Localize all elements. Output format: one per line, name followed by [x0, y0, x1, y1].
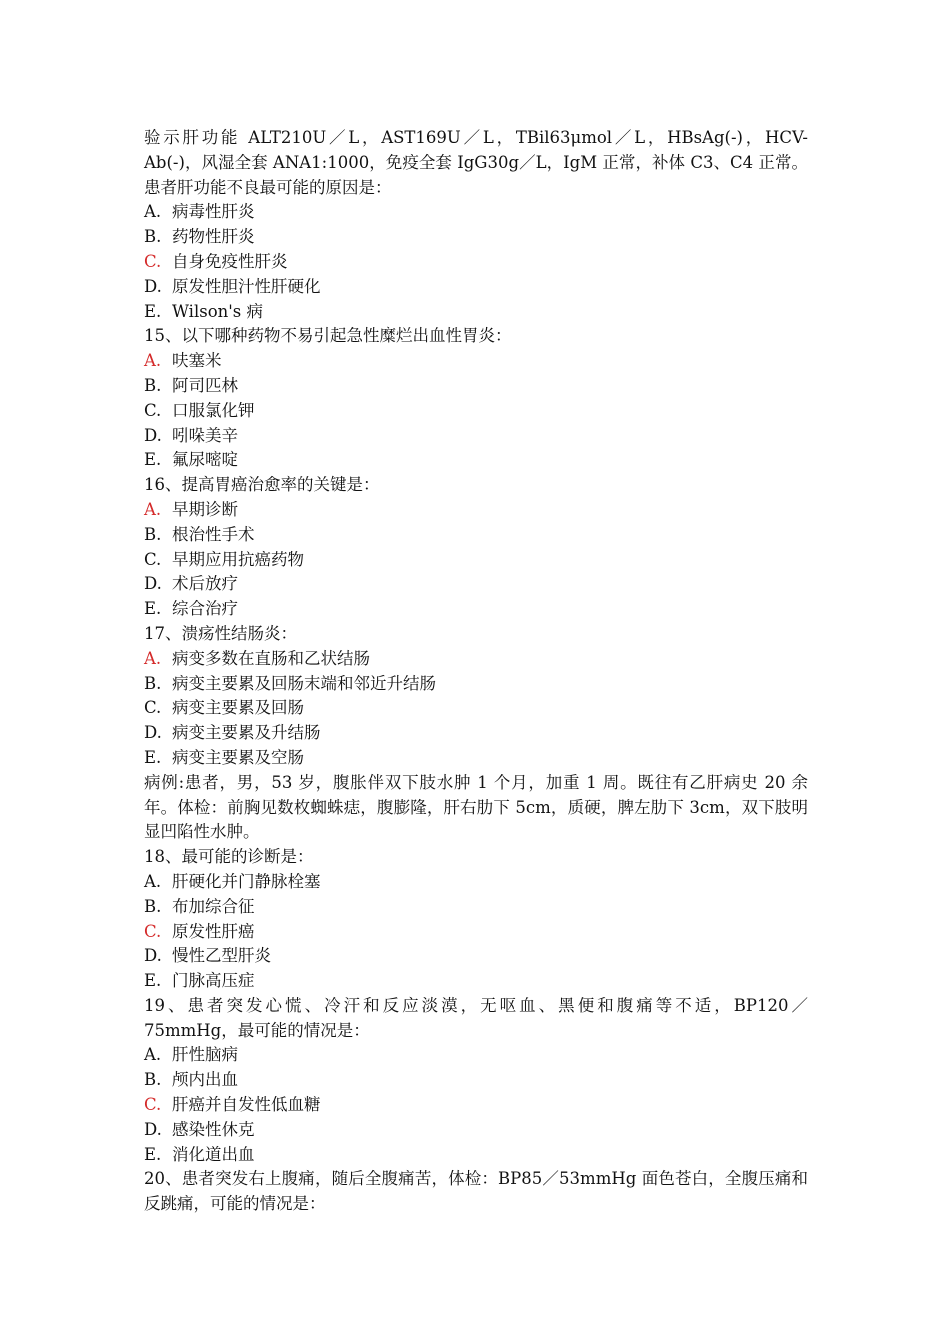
- option-letter: B.: [144, 896, 162, 916]
- option-letter: D.: [144, 574, 162, 594]
- option-letter: E.: [144, 450, 162, 470]
- question-text: 17、溃疡性结肠炎：: [144, 623, 297, 643]
- answer-option: [144, 1068, 808, 1093]
- option-text: 阿司匹林: [172, 375, 238, 395]
- option-letter: B.: [144, 375, 162, 395]
- answer-option: [144, 696, 808, 721]
- option-letter: D.: [144, 276, 162, 296]
- option-text: 口服氯化钾: [172, 400, 255, 420]
- question-text: 16、提高胃癌治愈率的关键是：: [144, 475, 380, 495]
- option-text: 布加综合征: [172, 896, 255, 916]
- answer-option: [144, 672, 808, 697]
- answer-option: [144, 572, 808, 597]
- option-text: 病毒性肝炎: [172, 202, 255, 222]
- option-text: 肝硬化并门静脉栓塞: [172, 871, 321, 891]
- answer-option: [144, 200, 808, 225]
- option-letter: D.: [144, 1119, 162, 1139]
- correct-option-letter: A.: [144, 351, 162, 371]
- answer-option: [144, 225, 808, 250]
- answer-option: [144, 746, 808, 771]
- option-text: Wilson's 病: [172, 301, 263, 321]
- answer-option: [144, 870, 808, 895]
- option-text: 肝性脑病: [172, 1045, 238, 1065]
- option-text: 病变主要累及升结肠: [172, 723, 321, 743]
- correct-option-letter: A.: [144, 648, 162, 668]
- answer-option: [144, 895, 808, 920]
- option-text: 颅内出血: [172, 1070, 238, 1090]
- option-letter: D.: [144, 723, 162, 743]
- option-letter: B.: [144, 1070, 162, 1090]
- option-text: 早期诊断: [172, 499, 238, 519]
- answer-option: [144, 448, 808, 473]
- answer-option: [144, 374, 808, 399]
- answer-option: [144, 1093, 808, 1118]
- answer-option: [144, 548, 808, 573]
- option-text: 病变主要累及空肠: [172, 747, 304, 767]
- option-letter: B.: [144, 227, 162, 247]
- answer-option: [144, 1118, 808, 1143]
- answer-option: [144, 523, 808, 548]
- answer-option: [144, 498, 808, 523]
- option-letter: E.: [144, 599, 162, 619]
- document-page: [144, 126, 808, 1217]
- answer-option: [144, 721, 808, 746]
- question-text: 15、以下哪种药物不易引起急性糜烂出血性胃炎：: [144, 326, 512, 346]
- option-letter: A.: [144, 202, 162, 222]
- answer-option: [144, 275, 808, 300]
- answer-option: [144, 1143, 808, 1168]
- answer-option: [144, 300, 808, 325]
- option-letter: A.: [144, 1045, 162, 1065]
- option-letter: B.: [144, 524, 162, 544]
- option-letter: E.: [144, 747, 162, 767]
- option-text: 门脉高压症: [172, 971, 255, 991]
- option-text: 氟尿嘧啶: [172, 450, 238, 470]
- answer-option: [144, 944, 808, 969]
- option-text: 消化道出血: [172, 1144, 255, 1164]
- answer-option: [144, 647, 808, 672]
- option-text: 自身免疫性肝炎: [172, 251, 288, 271]
- answer-option: [144, 1043, 808, 1068]
- option-text: 感染性休克: [172, 1119, 255, 1139]
- option-letter: D.: [144, 425, 162, 445]
- paragraph-text: 19、患者突发心慌、冷汗和反应淡漠，无呕血、黑便和腹痛等不适，BP120／75mmHg，最可能的情况是：: [144, 995, 808, 1040]
- paragraph-text: 验示肝功能 ALT210U／L，AST169U／L，TBil63μmol／L，HBsAg(-)，HCV-Ab(-)，风湿全套 ANA1:1000，免疫全套 IgG30g／L，IgM 正常，补体 C3、C4 正常。患者肝功能不良最可能的原因是：: [144, 128, 808, 197]
- correct-option-letter: A.: [144, 499, 162, 519]
- answer-option: [144, 250, 808, 275]
- correct-option-letter: C.: [144, 251, 162, 271]
- option-text: 肝癌并自发性低血糖: [172, 1095, 321, 1115]
- option-text: 药物性肝炎: [172, 227, 255, 247]
- option-letter: A.: [144, 871, 162, 891]
- option-text: 慢性乙型肝炎: [172, 946, 271, 966]
- paragraph-text: 20、患者突发右上腹痛，随后全腹痛苦，体检：BP85／53mmHg 面色苍白，全腹压痛和反跳痛，可能的情况是：: [144, 1169, 808, 1214]
- answer-option: [144, 597, 808, 622]
- answer-option: [144, 424, 808, 449]
- option-text: 原发性胆汁性肝硬化: [172, 276, 321, 296]
- correct-option-letter: C.: [144, 1095, 162, 1115]
- option-letter: B.: [144, 673, 162, 693]
- option-text: 早期应用抗癌药物: [172, 549, 304, 569]
- option-text: 吲哚美辛: [172, 425, 238, 445]
- option-letter: E.: [144, 1144, 162, 1164]
- option-text: 原发性肝癌: [172, 921, 255, 941]
- correct-option-letter: C.: [144, 921, 162, 941]
- option-letter: C.: [144, 549, 162, 569]
- paragraph-text: 病例:患者，男，53 岁，腹胀伴双下肢水肿 1 个月，加重 1 周。既往有乙肝病史 20 余年。体检：前胸见数枚蜘蛛痣，腹膨隆，肝右肋下 5cm，质硬，脾左肋下 3cm，双下肢明显凹陷性水肿。: [144, 772, 808, 842]
- option-text: 根治性手术: [172, 524, 255, 544]
- answer-option: [144, 969, 808, 994]
- question-text: 18、最可能的诊断是：: [144, 847, 314, 867]
- answer-option: [144, 920, 808, 945]
- option-letter: E.: [144, 301, 162, 321]
- option-letter: D.: [144, 946, 162, 966]
- answer-option: [144, 349, 808, 374]
- option-text: 病变主要累及回肠末端和邻近升结肠: [172, 673, 436, 693]
- option-text: 病变主要累及回肠: [172, 698, 304, 718]
- option-text: 呋塞米: [172, 351, 222, 371]
- option-text: 术后放疗: [172, 574, 238, 594]
- answer-option: [144, 399, 808, 424]
- option-text: 病变多数在直肠和乙状结肠: [172, 648, 370, 668]
- option-text: 综合治疗: [172, 599, 238, 619]
- option-letter: C.: [144, 698, 162, 718]
- option-letter: E.: [144, 971, 162, 991]
- option-letter: C.: [144, 400, 162, 420]
